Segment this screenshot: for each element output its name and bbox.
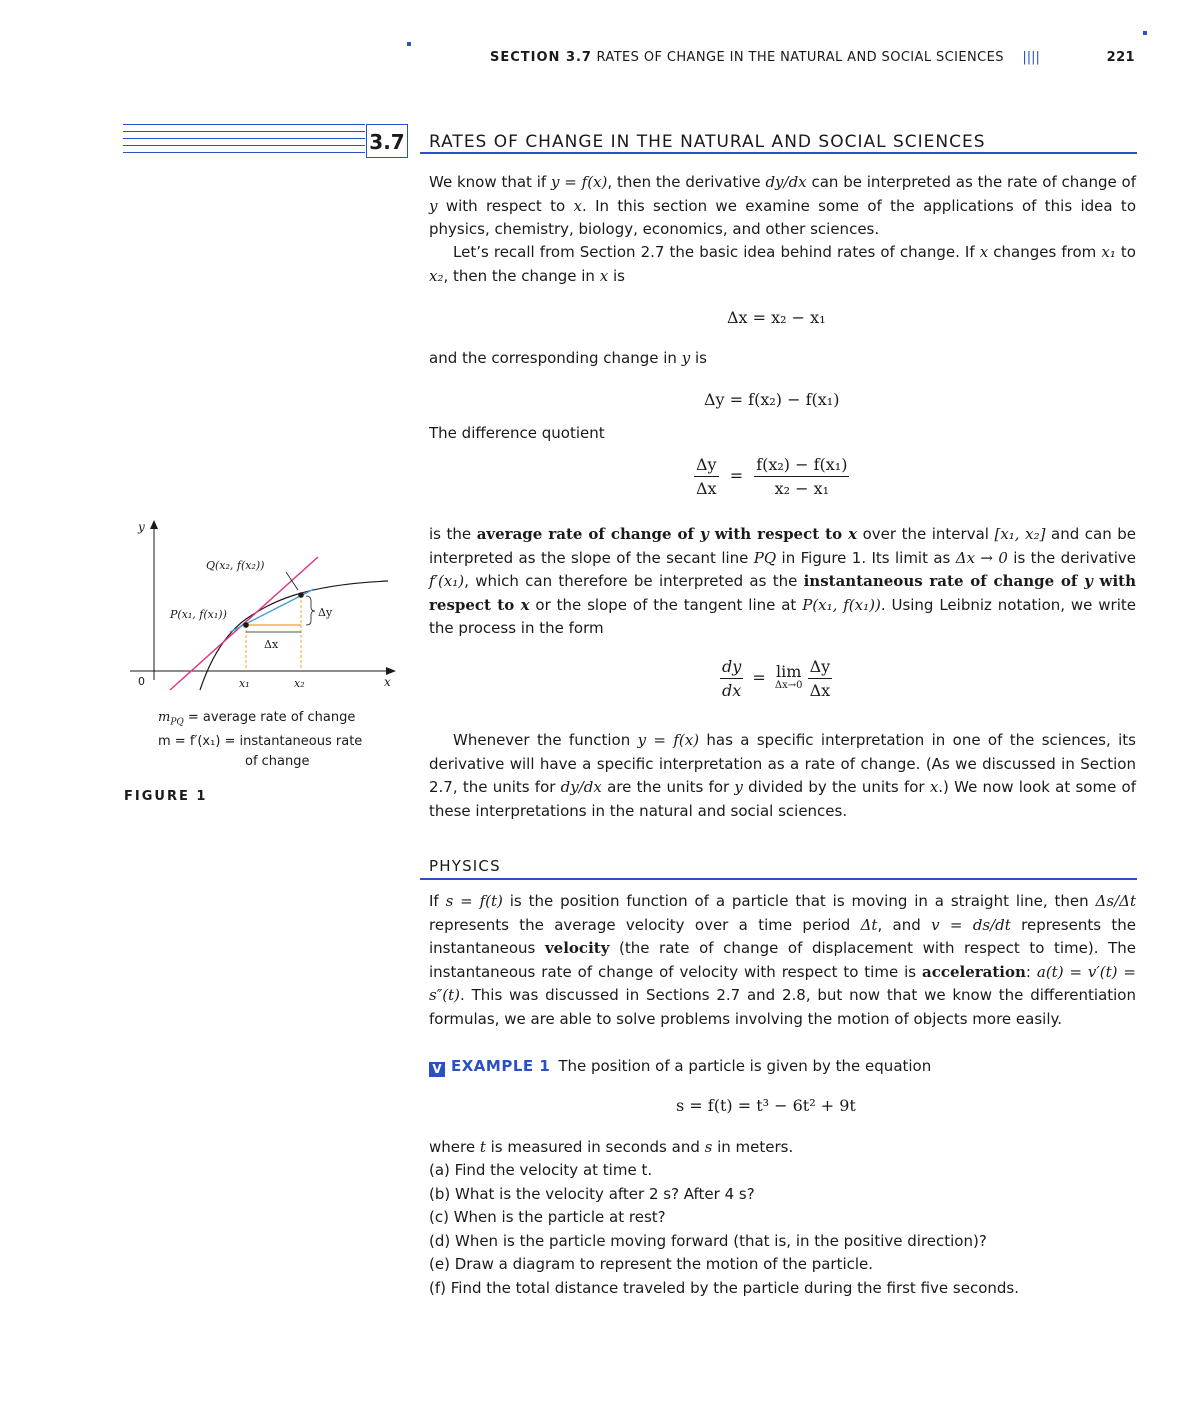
section-number-box: 3.7 <box>366 124 408 158</box>
example-where: where t is measured in seconds and s in meters. <box>429 1138 794 1156</box>
delta-y-label: Δy <box>318 606 333 619</box>
header-section-label: SECTION 3.7 <box>490 50 592 65</box>
x1-label: x₁ <box>239 677 250 690</box>
origin-label: 0 <box>138 675 145 688</box>
question-d: (d) When is the particle moving forward (that is, in the positive direction)? <box>429 1232 987 1250</box>
intro-paragraph: We know that if y = f(x), then the derivative dy/dx can be interpreted as the rate of change of y with respect to x. In this section we examine some of the applications of this idea to physics, chemistry, biology, economics, and other sciences. <box>429 173 1137 238</box>
example-text: The position of a particle is given by the equation <box>558 1057 932 1075</box>
difference-quotient-text: The difference quotient <box>429 424 605 442</box>
x2-label: x₂ <box>294 677 305 690</box>
video-badge[interactable]: V <box>429 1062 445 1077</box>
x-axis-arrow <box>386 667 396 675</box>
banner-rule <box>123 138 365 139</box>
delta-x-equation: Δx = x₂ − x₁ <box>727 308 826 327</box>
banner-rule <box>123 124 365 125</box>
delta-x-label: Δx <box>264 638 279 651</box>
question-a: (a) Find the velocity at time t. <box>429 1161 653 1179</box>
header-bars: |||| <box>1022 50 1040 65</box>
function-curve <box>200 581 388 690</box>
banner-rule <box>123 131 365 132</box>
banner-rule <box>123 145 365 146</box>
header-section-title: RATES OF CHANGE IN THE NATURAL AND SOCIAL SCIENCES <box>596 50 1004 65</box>
figure-caption-instantaneous: m = f′(x₁) = instantaneous rate <box>158 734 363 749</box>
example-label: EXAMPLE 1 <box>451 1057 551 1075</box>
example-equation: s = f(t) = t³ − 6t² + 9t <box>676 1096 856 1115</box>
figure-caption-instantaneous-cont: of change <box>245 754 310 769</box>
physics-heading: PHYSICS <box>429 857 501 875</box>
question-c: (c) When is the particle at rest? <box>429 1208 666 1226</box>
figure-caption-average: $m_{PQ}$ = average rate of change <box>158 710 356 728</box>
difference-quotient-equation: $\frac{\Delta y}{\Delta x}$ = $\frac{\text{f(x₂) − f(x₁)}}{\text{x₂ − x₁}}$ <box>696 455 848 498</box>
section-title-underline <box>420 152 1137 154</box>
physics-underline <box>420 878 1137 880</box>
whenever-paragraph: Whenever the function y = f(x) has a specific interpretation in one of the sciences, its derivative will have a specific interpretation as a rate of change. (As we discussed in Section 2.7, the units for dy/dx are the units for y divided by the units for x.) We now look at some of these interpretations in the natural and social sciences. <box>429 731 1136 820</box>
y-axis-label: y <box>138 520 145 534</box>
point-p <box>243 622 249 628</box>
figure-label: FIGURE 1 <box>124 789 208 804</box>
question-b: (b) What is the velocity after 2 s? After 4 s? <box>429 1185 755 1203</box>
question-f: (f) Find the total distance traveled by the particle during the first five seconds. <box>429 1279 1019 1297</box>
change-in-y-text: and the corresponding change in y is <box>429 349 707 367</box>
point-q <box>298 592 304 598</box>
section-title: RATES OF CHANGE IN THE NATURAL AND SOCIAL SCIENCES <box>429 132 986 152</box>
physics-paragraph: If s = f(t) is the position function of a particle that is moving in a straight line, then Δs/Δt represents the average velocity over a time period Δt, and v = ds/dt represents the instantaneous velocity (the rate of change of displacement with respect to time). The instantaneous rate of change of velocity with respect to time is acceleration: a(t) = v′(t) = s″(t). This was discussed in Sections 2.7 and 2.8, but now that we know the differentiation formulas, we are able to solve problems involving the motion of objects more easily. <box>429 892 1137 1028</box>
delta-y-equation: Δy = f(x₂) − f(x₁) <box>704 390 840 409</box>
leibniz-equation: $\frac{dy}{dx}$ = lim Δx→0 $\frac{\Delta y}{\Delta x}$ <box>722 657 831 700</box>
q-label: Q(x₂, f(x₂)) <box>206 559 265 572</box>
question-e: (e) Draw a diagram to represent the motion of the particle. <box>429 1255 874 1273</box>
example-heading <box>429 1057 931 1077</box>
x-axis-label: x <box>384 675 391 689</box>
running-header <box>490 50 1135 68</box>
corner-mark <box>1143 31 1147 35</box>
corner-mark <box>407 42 411 46</box>
average-rate-paragraph: is the average rate of change of y with respect to x over the interval [x₁, x₂] and can be interpreted as the slope of the secant line PQ in Figure 1. Its limit as Δx → 0 is the derivative f′(x₁), which can therefore be interpreted as the instantaneous rate of change of y with respect to x or the slope of the tangent line at P(x₁, f(x₁)). Using Leibniz notation, we write the process in the form <box>429 525 1137 637</box>
recall-paragraph: Let’s recall from Section 2.7 the basic idea behind rates of change. If x changes from x₁ to x₂, then the change in x is <box>429 243 1136 285</box>
delta-y-bracket <box>306 596 315 625</box>
y-axis-arrow <box>150 520 158 529</box>
banner-rule <box>123 152 365 153</box>
figure-secant-tangent <box>130 515 400 695</box>
p-label: P(x₁, f(x₁)) <box>170 608 227 621</box>
page-number: 221 <box>1106 50 1135 65</box>
q-pointer <box>286 572 298 590</box>
